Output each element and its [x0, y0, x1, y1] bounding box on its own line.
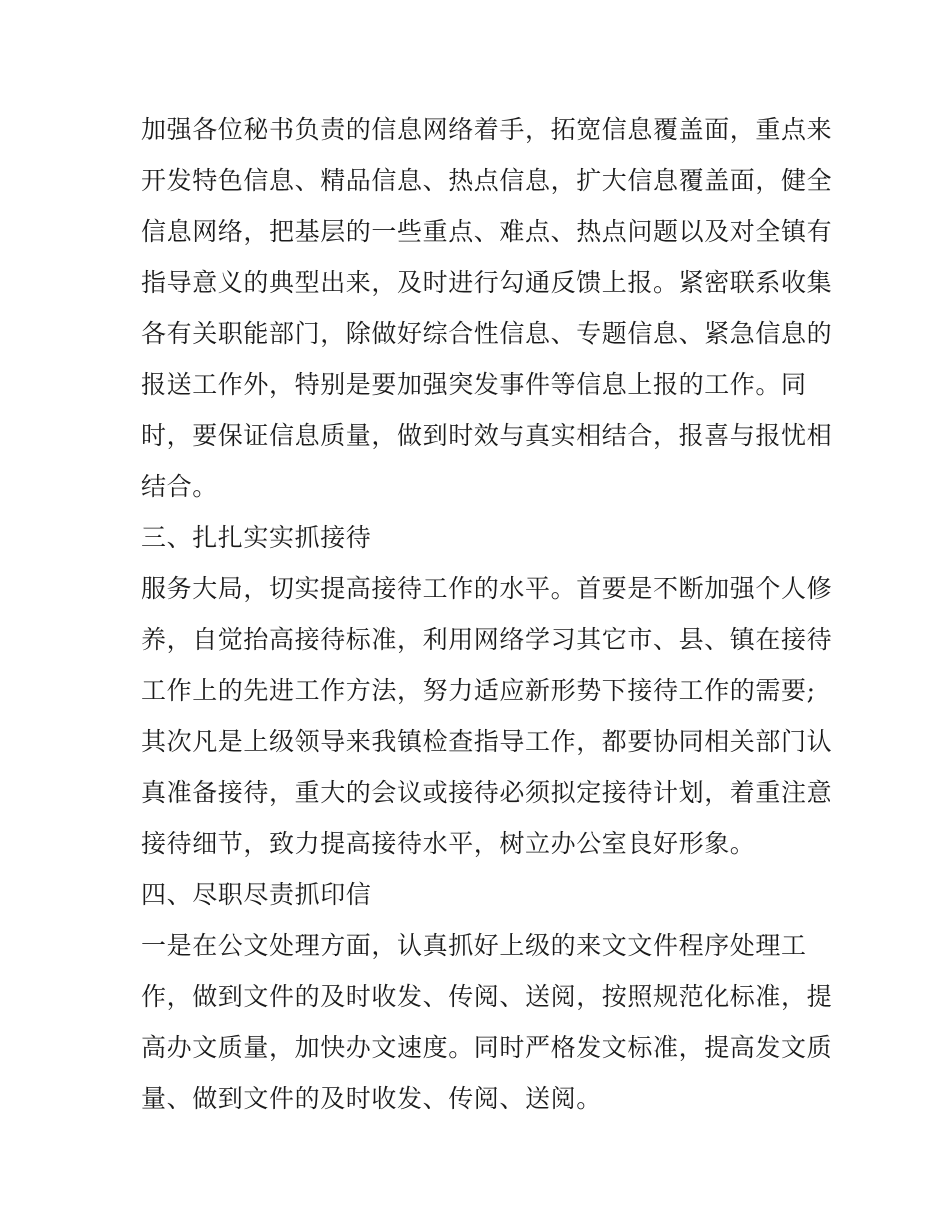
text-line: 量、做到文件的及时收发、传阅、送阅。 [141, 1084, 602, 1113]
text-line: 信息网络，把基层的一些重点、难点、热点问题以及对全镇有 [141, 217, 833, 246]
section-heading: 四、尽职尽责抓印信 [141, 880, 372, 909]
text-line: 接待细节，致力提高接待水平，树立办公室良好形象。 [141, 829, 756, 858]
text-line: 报送工作外，特别是要加强突发事件等信息上报的工作。同 [141, 370, 807, 399]
text-line: 结合。 [141, 472, 218, 501]
text-line: 工作上的先进工作方法，努力适应新形势下接待工作的需要; [141, 676, 816, 705]
text-line: 时，要保证信息质量，做到时效与真实相结合，报喜与报忧相 [141, 421, 833, 450]
text-line: 一是在公文处理方面，认真抓好上级的来文文件程序处理工 [141, 931, 807, 960]
section-heading: 三、扎扎实实抓接待 [141, 523, 372, 552]
text-line: 加强各位秘书负责的信息网络着手，拓宽信息覆盖面，重点来 [141, 115, 833, 144]
document-body [141, 104, 833, 1124]
text-line: 高办文质量，加快办文速度。同时严格发文标准，提高发文质 [141, 1033, 833, 1062]
text-line: 指导意义的典型出来，及时进行勾通反馈上报。紧密联系收集 [141, 268, 833, 297]
text-line: 其次凡是上级领导来我镇检查指导工作，都要协同相关部门认 [141, 727, 833, 756]
text-line: 养，自觉抬高接待标准，利用网络学习其它市、县、镇在接待 [141, 625, 833, 654]
text-line: 真准备接待，重大的会议或接待必须拟定接待计划，着重注意 [141, 778, 833, 807]
text-line: 开发特色信息、精品信息、热点信息，扩大信息覆盖面，健全 [141, 166, 833, 195]
text-line: 作，做到文件的及时收发、传阅、送阅，按照规范化标准，提 [141, 982, 833, 1011]
text-line: 服务大局，切实提高接待工作的水平。首要是不断加强个人修 [141, 574, 833, 603]
text-line: 各有关职能部门，除做好综合性信息、专题信息、紧急信息的 [141, 319, 833, 348]
